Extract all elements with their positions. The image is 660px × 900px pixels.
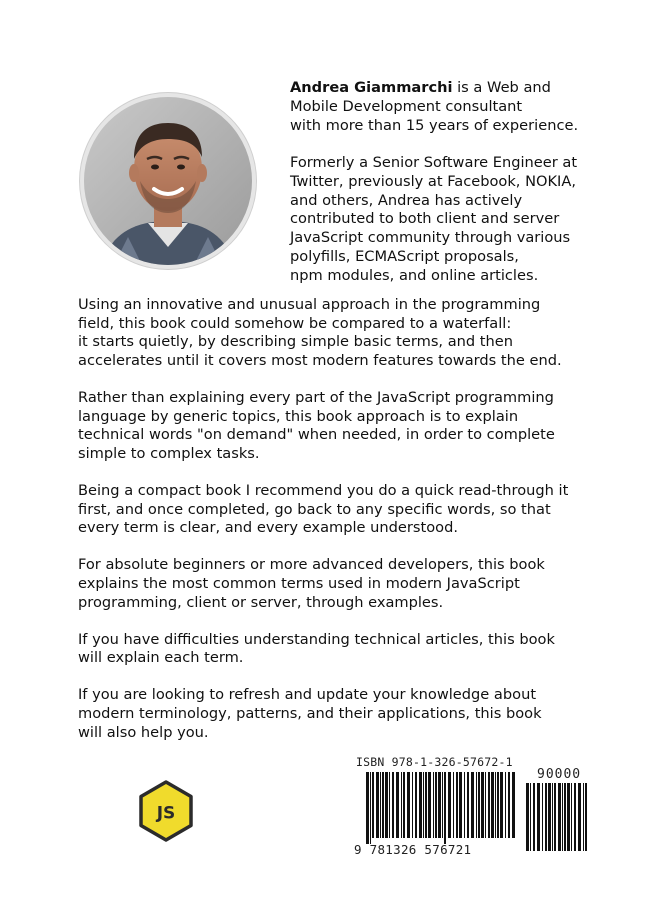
barcode-bar	[412, 772, 413, 838]
barcode-bar	[554, 783, 556, 851]
description-line: For absolute beginners or more advanced developers, this book	[78, 556, 545, 574]
bio-career	[290, 154, 590, 286]
bio-intro	[290, 79, 590, 135]
description-line: every term is clear, and every example understood.	[78, 519, 458, 537]
barcode-bar	[583, 783, 584, 851]
barcode-bar	[459, 772, 462, 838]
barcode-bar	[382, 772, 384, 838]
barcode-bar	[505, 772, 506, 838]
description-line: Using an innovative and unusual approach in the programming	[78, 296, 541, 313]
description-paragraph	[78, 686, 598, 742]
barcode-bar	[533, 783, 535, 851]
barcode-bar	[444, 772, 446, 844]
barcode-bar	[456, 772, 458, 838]
barcode-bar	[435, 772, 437, 838]
barcode-bar	[385, 772, 388, 838]
js-logo-text: JS	[156, 803, 176, 824]
barcode-bar	[478, 772, 480, 838]
barcode-bar	[425, 772, 427, 838]
barcode-bar	[380, 772, 381, 838]
bio-career-line: polyfills, ECMAScript proposals,	[290, 247, 519, 265]
description-line: field, this book could somehow be compared to a waterfall:	[78, 314, 512, 332]
author-photo	[80, 93, 256, 269]
barcode-bar	[571, 783, 572, 851]
author-name: Andrea Giammarchi	[290, 79, 453, 96]
barcode-bar	[423, 772, 424, 838]
barcode-bar	[485, 772, 486, 838]
barcode-bar	[464, 772, 465, 838]
description-line: first, and once completed, go back to any specific words, so that	[78, 500, 551, 518]
barcode-bar	[442, 772, 443, 838]
author-bio	[290, 79, 590, 304]
description-line: modern terminology, patterns, and their applications, this book	[78, 705, 542, 723]
isbn-label: ISBN 978-1-326-57672-1	[356, 755, 513, 769]
bio-career-line: npm modules, and online articles.	[290, 266, 539, 284]
barcode-bar	[453, 772, 454, 838]
barcode-bar	[370, 772, 371, 844]
barcode-bar	[585, 783, 587, 851]
bio-intro-text: is a Web and	[452, 79, 551, 96]
description-line: language by generic topics, this book approach is to explain	[78, 407, 519, 425]
barcode-bar	[448, 772, 451, 838]
description-line: Being a compact book I recommend you do a quick read-through it	[78, 481, 569, 499]
author-photo-icon	[84, 97, 252, 265]
barcode-bar	[574, 783, 576, 851]
barcode-bar	[419, 772, 422, 838]
barcode-bar	[476, 772, 477, 838]
description-line: simple to complex tasks.	[78, 444, 260, 462]
barcode-bar	[497, 772, 499, 838]
bio-career-line: Formerly a Senior Software Engineer at	[290, 153, 578, 171]
barcode-bar	[508, 772, 510, 838]
description-paragraph	[78, 556, 598, 612]
barcode-bar	[526, 783, 529, 851]
barcode-bar	[433, 772, 434, 838]
barcode-bar	[467, 772, 469, 838]
bio-career-line: and others, Andrea has actively	[290, 191, 523, 209]
barcode-bar	[389, 772, 390, 838]
barcode-bar	[548, 783, 551, 851]
barcode-bar	[428, 772, 431, 838]
price-code: 90000	[537, 767, 582, 782]
isbn-barcode	[352, 755, 592, 860]
barcode-bar	[562, 783, 563, 851]
addon-barcode-bars-icon	[526, 783, 588, 857]
description-line: If you have difficulties understanding technical articles, this book	[78, 630, 555, 648]
barcode-bar	[530, 783, 531, 851]
barcode-bar	[552, 783, 553, 851]
barcode-bar	[495, 772, 496, 838]
barcode-bar	[558, 783, 561, 851]
book-description	[78, 296, 598, 761]
bio-intro-line: with more than 15 years of experience.	[290, 116, 579, 134]
description-line: will also help you.	[78, 723, 209, 741]
ean-barcode-bars-icon	[366, 772, 516, 844]
description-paragraph	[78, 296, 598, 370]
barcode-bar	[491, 772, 494, 838]
barcode-bar	[567, 783, 570, 851]
description-line: If you are looking to refresh and update your knowledge about	[78, 686, 537, 704]
barcode-bar	[438, 772, 441, 838]
barcode-bar	[542, 783, 543, 851]
barcode-bar	[372, 772, 374, 838]
bio-career-line: contributed to both client and server	[290, 210, 560, 228]
description-line: technical words "on demand" when needed, in order to complete	[78, 426, 555, 444]
barcode-bar	[488, 772, 490, 838]
barcode-bar	[471, 772, 474, 838]
barcode-bar	[401, 772, 402, 838]
barcode-bar	[512, 772, 515, 838]
bio-career-line: JavaScript community through various	[290, 229, 571, 247]
bio-intro-line: Mobile Development consultant	[290, 97, 523, 115]
js-hexagon-logo-icon	[138, 780, 194, 842]
barcode-bar	[403, 772, 405, 838]
barcode-bar	[376, 772, 379, 838]
description-line: will explain each term.	[78, 649, 244, 667]
barcode-bar	[407, 772, 410, 838]
barcode-bar	[392, 772, 394, 838]
description-paragraph	[78, 389, 598, 463]
description-line: programming, client or server, through examples.	[78, 593, 444, 611]
barcode-bar	[545, 783, 547, 851]
description-line: accelerates until it covers most modern features towards the end.	[78, 351, 562, 369]
barcode-bar	[578, 783, 581, 851]
description-paragraph	[78, 631, 598, 668]
bio-career-line: Twitter, previously at Facebook, NOKIA,	[290, 172, 576, 190]
barcode-bar	[415, 772, 417, 838]
barcode-bar	[366, 772, 369, 844]
description-paragraph	[78, 482, 598, 538]
barcode-bar	[481, 772, 484, 838]
description-line: it starts quietly, by describing simple basic terms, and then	[78, 333, 513, 351]
barcode-bar	[537, 783, 540, 851]
description-line: explains the most common terms used in modern JavaScript	[78, 574, 520, 592]
barcode-bar	[396, 772, 399, 838]
description-line: Rather than explaining every part of the JavaScript programming	[78, 388, 554, 406]
barcode-bar	[500, 772, 503, 838]
bio-intro-line	[290, 79, 590, 98]
barcode-bar	[564, 783, 566, 851]
ean-digits: 9 781326 576721	[354, 842, 472, 857]
